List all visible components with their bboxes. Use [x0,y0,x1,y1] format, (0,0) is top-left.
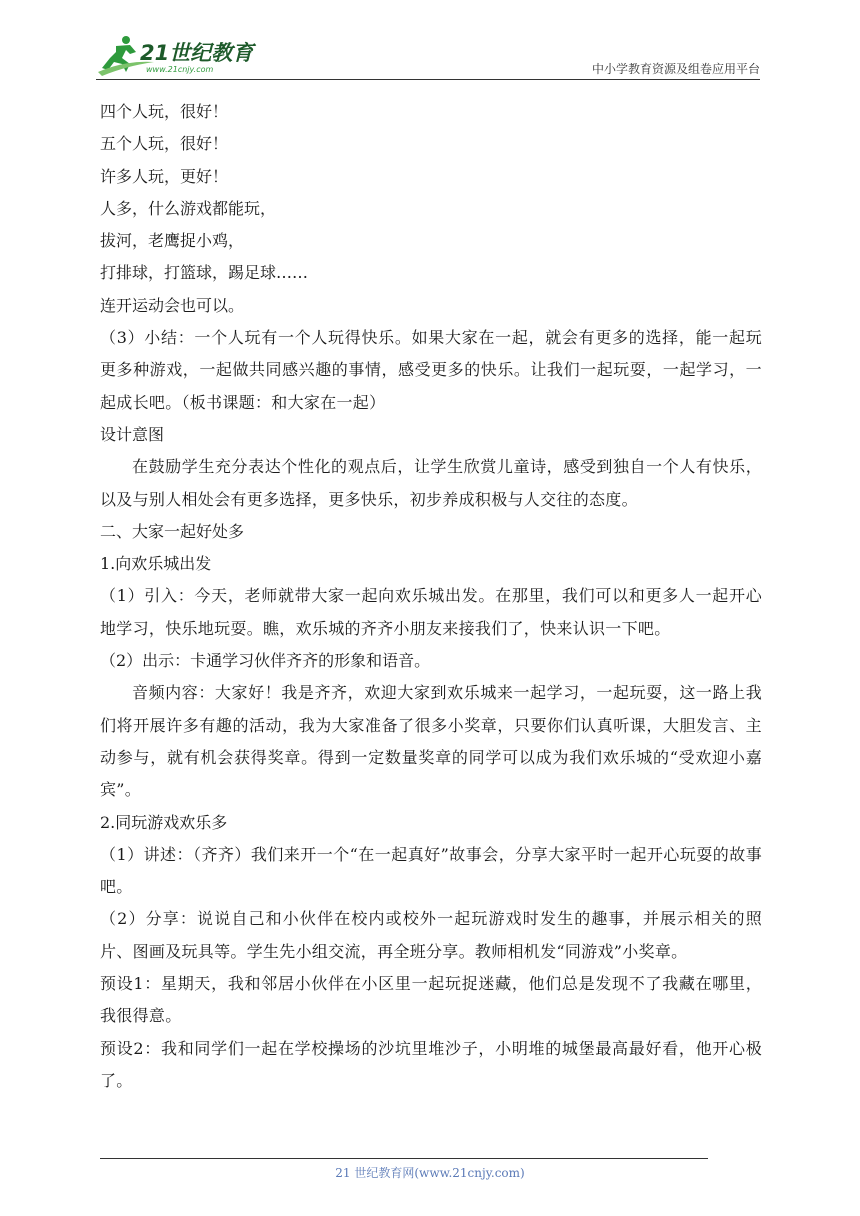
subsection-heading: 1.向欢乐城出发 [100,554,212,574]
poem-line: 拔河，老鹰捉小鸡， [100,231,245,251]
poem-line: 连开运动会也可以。 [100,295,245,315]
poem-line: 五个人玩，很好！ [100,134,229,154]
show-paragraph: （2）出示：卡通学习伙伴齐齐的形象和语音。 [100,651,431,671]
preset-paragraph: 预设1：星期天，我和邻居小伙伴在小区里一起玩捉迷藏，他们总是发现不了我藏在哪里，我很得意。 [100,974,762,1026]
section-heading: 二、大家一起好处多 [100,521,245,541]
document-body [100,96,762,1097]
share-paragraph: （2）分享：说说自己和小伙伴在校内或校外一起玩游戏时发生的趣事，并展示相关的照片、图画及玩具等。学生先小组交流，再全班分享。教师相机发“同游戏”小奖章。 [100,909,762,961]
summary-paragraph: （3）小结：一个人玩有一个人玩得快乐。如果大家在一起，就会有更多的选择，能一起玩更多种游戏，一起做共同感兴趣的事情，感受更多的快乐。让我们一起玩耍，一起学习，一起成长吧。（板书课题：和大家在一起） [100,328,762,412]
subsection-heading: 2.同玩游戏欢乐多 [100,812,228,832]
intro-paragraph: （1）引入：今天，老师就带大家一起向欢乐城出发。在那里，我们可以和更多人一起开心地学习，快乐地玩耍。瞧，欢乐城的齐齐小朋友来接我们了，快来认识一下吧。 [100,586,762,638]
page-header [96,32,760,80]
design-heading: 设计意图 [100,424,165,444]
poem-line: 人多，什么游戏都能玩， [100,198,277,218]
preset-paragraph: 预设2：我和同学们一起在学校操场的沙坑里堆沙子，小明堆的城堡最高最好看，他开心极了。 [100,1038,762,1090]
logo-url: www.21cnjy.com [146,65,214,74]
tell-paragraph: （1）讲述：（齐齐）我们来开一个“在一起真好”故事会，分享大家平时一起开心玩耍的故事吧。 [100,844,762,897]
footer-link[interactable]: 21 世纪教育网(www.21cnjy.com) [335,1166,525,1180]
audio-paragraph: 音频内容：大家好！我是齐齐，欢迎大家到欢乐城来一起学习，一起玩耍，这一路上我们将开展许多有趣的活动，我为大家准备了很多小奖章，只要你们认真听课，大胆发言、主动参与，就有机会获得奖章。得到一定数量奖章的同学可以成为我们欢乐城的“受欢迎小嘉宾”。 [100,683,762,800]
logo [96,32,266,76]
poem-line: 四个人玩，很好！ [100,102,229,121]
header-divider [96,79,760,80]
footer-divider [100,1158,708,1159]
logo-wordmark: 21世纪教育 [140,41,254,65]
platform-label: 中小学教育资源及组卷应用平台 [591,62,760,76]
design-paragraph: 在鼓励学生充分表达个性化的观点后，让学生欣赏儿童诗，感受到独自一个人有快乐，以及与别人相处会有更多选择，更多快乐，初步养成积极与人交往的态度。 [100,457,762,509]
poem-line: 打排球，打篮球，踢足球…… [100,263,309,283]
poem-line: 许多人玩，更好！ [100,166,229,186]
